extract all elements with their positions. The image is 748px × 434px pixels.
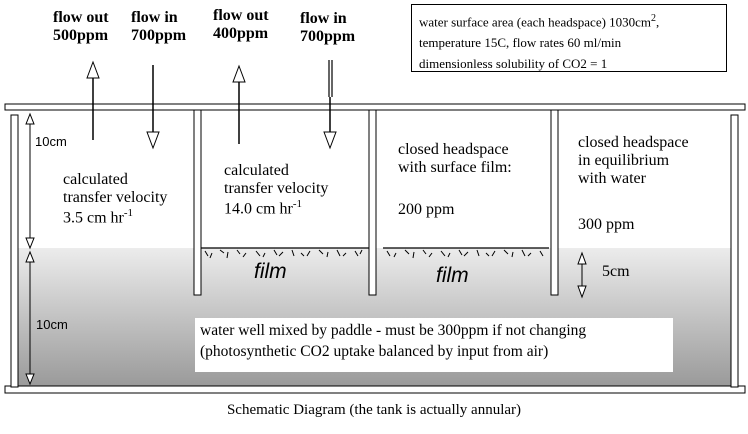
water-note-line-1: water well mixed by paddle - must be 300ppm if not changing <box>200 322 587 339</box>
flow-label-2: flow in 700ppm <box>131 9 187 44</box>
flow-label-4: flow in 700ppm <box>300 10 356 45</box>
right-wall <box>731 115 738 387</box>
conditions-line-2: temperature 15C, flow rates 60 ml/min <box>419 35 622 51</box>
left-wall <box>11 115 18 387</box>
film-label-2: film <box>436 264 469 287</box>
conditions-box <box>411 4 727 72</box>
chamber-1-label: calculated transfer velocity 3.5 cm $hr^{-1}$ <box>63 171 168 227</box>
conditions-line-3: dimensionless solubility of CO2 = 1 <box>419 56 608 72</box>
tank-bottom <box>5 386 745 393</box>
film-label-1: film <box>254 260 287 283</box>
flow-label-3: flow out 400ppm <box>213 7 269 42</box>
flow-label-1: flow out 500ppm <box>53 9 109 44</box>
headspace-depth-label: 10cm <box>35 134 67 149</box>
headspace-depth-arrow <box>26 114 34 248</box>
flow-arrow-out-1 <box>87 62 99 140</box>
water-depth-label: 10cm <box>36 317 68 332</box>
diagram-caption: Schematic Diagram (the tank is actually annular) <box>226 402 522 418</box>
baffle-3 <box>551 110 558 295</box>
baffle-depth-label: 5cm <box>602 263 630 280</box>
tank-lid <box>5 104 745 110</box>
chamber-4-value: 300 ppm <box>578 216 635 233</box>
chamber-3-value: 200 ppm <box>398 201 455 218</box>
conditions-line-1: water surface area (each headspace) $1030cm^2$, <box>419 13 660 30</box>
water-note <box>195 318 673 372</box>
chamber-2-label: calculated transfer velocity 14.0 cm $hr^{-1}$ <box>224 162 329 218</box>
water-note-line-2: (photosynthetic CO2 uptake balanced by input from air) <box>200 343 549 360</box>
baffle-1 <box>194 110 201 295</box>
chamber-4-label: closed headspace in equilibrium with water <box>578 134 689 187</box>
chamber-3-label: closed headspace with surface film: <box>398 141 512 176</box>
baffle-2 <box>369 110 376 295</box>
